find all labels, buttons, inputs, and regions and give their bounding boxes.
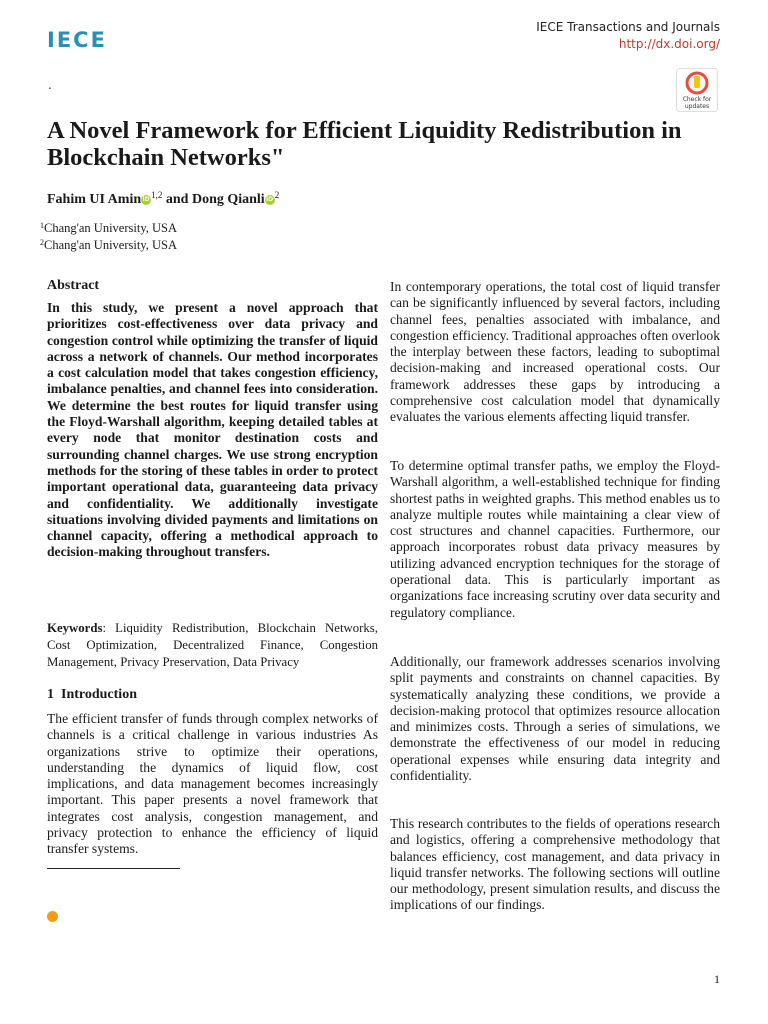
keywords: [47, 620, 378, 671]
author-conjunction: and: [165, 192, 189, 207]
affiliation-text: Chang'an University, USA: [44, 238, 178, 252]
orcid-icon[interactable]: iD: [142, 195, 150, 203]
keywords-label: Keywords: [47, 621, 103, 635]
badge-text-1: Check for: [682, 96, 712, 103]
page-number: 1: [714, 972, 720, 986]
paper-title: A Novel Framework for Efficient Liquidity Redistribution in Blockchain Networks": [47, 117, 682, 171]
body-paragraph: This research contributes to the fields of operations research and logistics, offering a comprehensive methodology that balances efficiency, cost management, and data privacy in liquid transfer networks. The following sections will outline our methodology, present simulation results, and discuss the implications of our findings.: [390, 816, 720, 913]
author-2: Dong Qianli: [191, 192, 265, 207]
affiliation-1: [40, 221, 177, 236]
section-number: 1: [47, 687, 54, 702]
affiliation-number: 1: [40, 221, 44, 230]
section-title: Introduction: [61, 687, 137, 702]
orcid-icon[interactable]: iD: [266, 195, 274, 203]
affiliation-2: [40, 238, 177, 253]
abstract-text: In this study, we present a novel approach that prioritizes cost-effectiveness over data privacy and congestion control while optimizing the transfer of liquid across a network of channels. Our method incorporates a cost calculation model that takes congestion efficiency, imbalance penalties, and channel fees into consideration. We determine the best routes for liquid transfer using the Floyd-Warshall algorithm, keeping detailed tables at every node that monitor destination costs and surrounding channel charges. We use strong encryption methods for the storing of these tables in order to protect important operational data, guaranteeing data privacy and confidentiality. We additionally investigate situations involving divided payments and limitations on channel capacity, offering a methodical approach to decision-making throughout transfers.: [47, 300, 378, 560]
author-2-affiliation: 2: [274, 190, 280, 200]
body-paragraph: To determine optimal transfer paths, we employ the Floyd-Warshall algorithm, a well-established technique for finding shortest paths in weighted graphs. This method enables us to analyze multiple routes while maintaining a clear view of cost structures and channel capacities. Furthermore, our approach incorporates robust data privacy measures by utilizing advanced encryption techniques for the storage of operational data. This is particularly important as organizations face increasing scrutiny over data security and regulatory compliance.: [390, 458, 720, 620]
body-paragraph: In contemporary operations, the total cost of liquid transfer can be significantly influenced by several factors, including channel fees, penalties associated with imbalance, and congestion efficiency. Traditional approaches often overlook the interplay between these factors, leading to suboptimal decision-making and increased operational costs. Our framework addresses these gaps by introducing a comprehensive cost calculation model that dynamically evaluates the various elements affecting liquid transfer.: [390, 279, 720, 425]
check-updates-icon: [676, 68, 718, 112]
badge-text-2: updates: [684, 103, 710, 110]
check-for-updates-badge[interactable]: [676, 68, 718, 112]
header-dot: .: [48, 78, 52, 92]
body-paragraph: Additionally, our framework addresses scenarios involving split payments and constraints on channel capacities. By systematically analyzing these conditions, we provide a decision-making protocol that optimizes resource allocation and minimizes costs. Through a series of simulations, we demonstrate the effectiveness of our model in reducing operational expenses while ensuring data integrity and confidentiality.: [390, 654, 720, 784]
footnote-divider: [47, 868, 180, 869]
journal-name: IECE Transactions and Journals: [536, 20, 720, 34]
keywords-text: : Liquidity Redistribution, Blockchain Networks, Cost Optimization, Decentralized Finance, Congestion Management, Privacy Preservation, Data Privacy: [47, 621, 378, 669]
open-access-icon: [47, 911, 58, 922]
affiliation-text: Chang'an University, USA: [44, 221, 178, 235]
author-list: [47, 192, 279, 208]
author-1: Fahim UI Amin: [47, 192, 142, 207]
journal-logo: IECE: [47, 28, 107, 52]
affiliation-number: 2: [40, 238, 44, 247]
journal-url-link[interactable]: http://dx.doi.org/: [618, 37, 720, 51]
abstract-heading: Abstract: [47, 278, 100, 293]
author-1-affiliation: 1,2: [151, 190, 163, 200]
section-heading-introduction: [47, 687, 137, 703]
introduction-text: The efficient transfer of funds through complex networks of channels is a critical challenge in various industries As organizations strive to optimize their operations, understanding the dynamics of liquid flow, cost implications, and data management becomes increasingly important. This paper presents a novel framework that integrates cost analysis, congestion management, and privacy protection to enhance the efficiency of liquid transfer systems.: [47, 711, 378, 857]
